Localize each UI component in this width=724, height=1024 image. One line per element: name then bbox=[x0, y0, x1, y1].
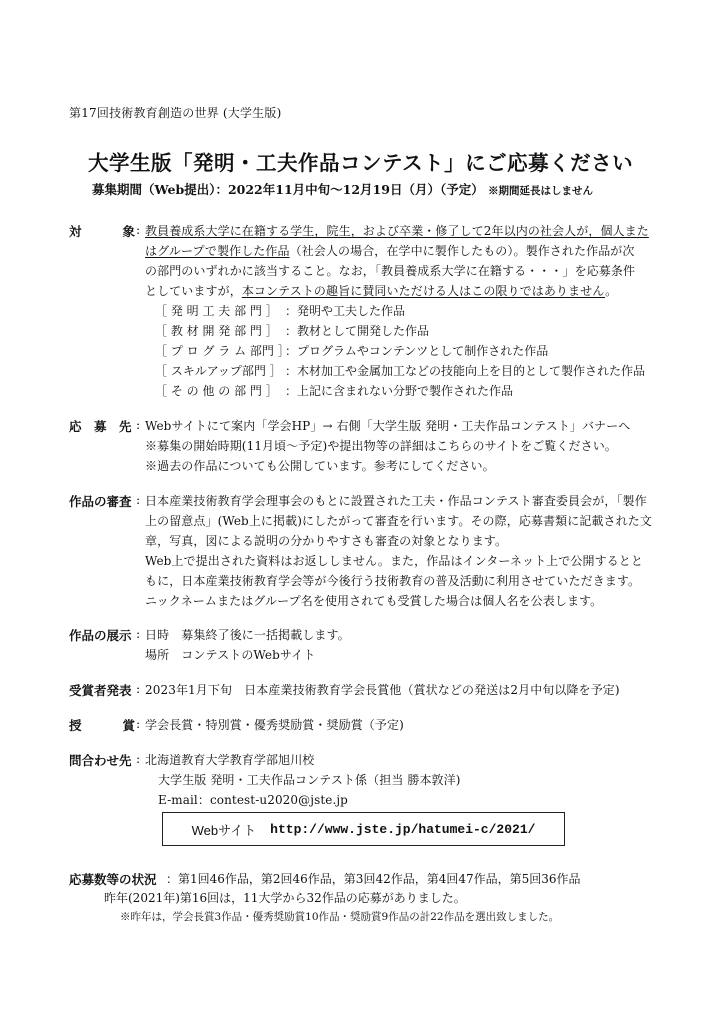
applications-status-line-1: ：第1回46作品，第2回46作品，第3回42作品，第4回47作品，第5回36作品 bbox=[166, 872, 581, 886]
department-item: ［ スキルアップ部門 ］ ：木材加工や金属加工などの技能向上を目的として製作された作品 bbox=[155, 364, 646, 378]
awards-text: 学会長賞・特別賞・優秀奨励賞・奨励賞（予定) bbox=[145, 718, 404, 732]
review-line: Web上で提出された資料はお返ししません。また，作品はインターネット上で公開するとと bbox=[145, 554, 643, 568]
colon: : bbox=[136, 222, 141, 237]
contact-label: 問合わせ先 bbox=[69, 753, 132, 768]
announcement-text: 2023年1月下旬 日本産業技術教育学会長賞他（賞状などの発送は2月中旬以降を予定) bbox=[145, 683, 620, 697]
announcement-label: 受賞者発表 bbox=[69, 683, 132, 698]
colon: : bbox=[136, 417, 141, 432]
colon: : bbox=[136, 751, 141, 766]
department-item: ［ 発 明 工 夫 部 門 ］ ：発明や工夫した作品 bbox=[155, 304, 406, 318]
colon: : bbox=[136, 681, 141, 696]
review-line: もに，日本産業技術教育学会等が今後行う技術教育の普及活動に利用させていただきます。 bbox=[145, 574, 641, 588]
eligibility-line-2: はグループで製作した作品（社会人の場合，在学中に製作したもの）。製作された作品が次 bbox=[145, 244, 635, 258]
page-title: 大学生版「発明・工夫作品コンテスト」にご応募ください bbox=[88, 151, 634, 175]
applications-status-line-2: 昨年(2021年)第16回は，11大学から32作品の応募がありました。 bbox=[104, 891, 466, 905]
colon: : bbox=[136, 626, 141, 641]
department-item: ［ そ の 他 の 部 門 ］ ：上記に含まれない分野で製作された作品 bbox=[155, 384, 514, 398]
period-text: 募集期間（Web提出）：2022年11月中旬～12月19日（月）（予定） bbox=[92, 182, 484, 197]
website-label: Webサイト bbox=[191, 822, 257, 838]
website-box bbox=[162, 812, 565, 846]
website-url-link[interactable]: http://www.jste.jp/hatumei-c/2021/ bbox=[270, 821, 536, 837]
department-item: ［ プ ロ グ ラ ム 部門 ］：プログラムやコンテンツとして制作された作品 bbox=[155, 344, 549, 358]
exhibit-label: 作品の展示 bbox=[69, 628, 132, 643]
applications-status-note: ※昨年は，学会長賞3作品・優秀奨励賞10作品・奨励賞9作品の計22作品を選出致しました。 bbox=[120, 911, 560, 923]
exhibit-line-1: 日時 募集終了後に一括掲載します。 bbox=[145, 628, 350, 642]
awards-label: 授 賞 bbox=[69, 718, 135, 733]
review-line: 上の留意点」(Web上に掲載)にしたがって審査を行います。その際，応募書類に記載された文 bbox=[145, 514, 652, 528]
department-item: ［ 教 材 開 発 部 門 ］ ：教材として開発した作品 bbox=[155, 324, 430, 338]
eligibility-line-3: の部門のいずれかに該当すること。なお，「教員養成系大学に在籍する・・・」を応募条件 bbox=[145, 264, 636, 278]
eligibility-label: 対 象 bbox=[69, 224, 135, 239]
review-line: 日本産業技術教育学会理事会のもとに設置された工夫・作品コンテスト審査委員会が，「製作 bbox=[145, 494, 647, 508]
eligibility-line-1: 教員養成系大学に在籍する学生，院生，および卒業・修了して2年以内の社会人が，個人また bbox=[145, 224, 649, 238]
application-line-3: ※過去の作品についても公開しています。参考にしてください。 bbox=[145, 459, 495, 473]
eligibility-line-4: としていますが，本コンテストの趣旨に賛同いただける人はこの限りではありません。 bbox=[145, 284, 618, 298]
application-line-2: ※募集の開始時期(11月頃～予定)や提出物等の詳細はこちらのサイトをご覧ください。 bbox=[145, 439, 617, 453]
contact-line-1: 北海道教育大学教育学部旭川校 bbox=[145, 753, 315, 767]
series-header: 第17回技術教育創造の世界 (大学生版) bbox=[69, 106, 282, 120]
review-line: 章，写真，図による説明の分かりやすさも審査の対象となります。 bbox=[145, 534, 508, 548]
review-label: 作品の審査 bbox=[69, 494, 132, 509]
application-line-1: Webサイトにて案内「学会HP」→ 右側「大学生版 発明・工夫作品コンテスト」バナーへ bbox=[145, 419, 631, 433]
period-note: ※期間延長はしません bbox=[488, 185, 594, 197]
applications-status-label: 応募数等の状況 bbox=[69, 872, 157, 887]
review-line: ニックネームまたはグループ名を使用されても受賞した場合は個人名を公表します。 bbox=[145, 594, 603, 608]
application-period bbox=[92, 180, 593, 198]
contact-line-2: 大学生版 発明・工夫作品コンテスト係（担当 勝本敦洋) bbox=[158, 773, 461, 787]
contact-email[interactable]: E-mail：contest-u2020@jste.jp bbox=[158, 793, 348, 807]
colon: : bbox=[136, 716, 141, 731]
colon: : bbox=[136, 492, 141, 507]
application-label: 応 募 先 bbox=[69, 419, 132, 434]
exhibit-line-2: 場所 コンテストのWebサイト bbox=[145, 648, 316, 662]
